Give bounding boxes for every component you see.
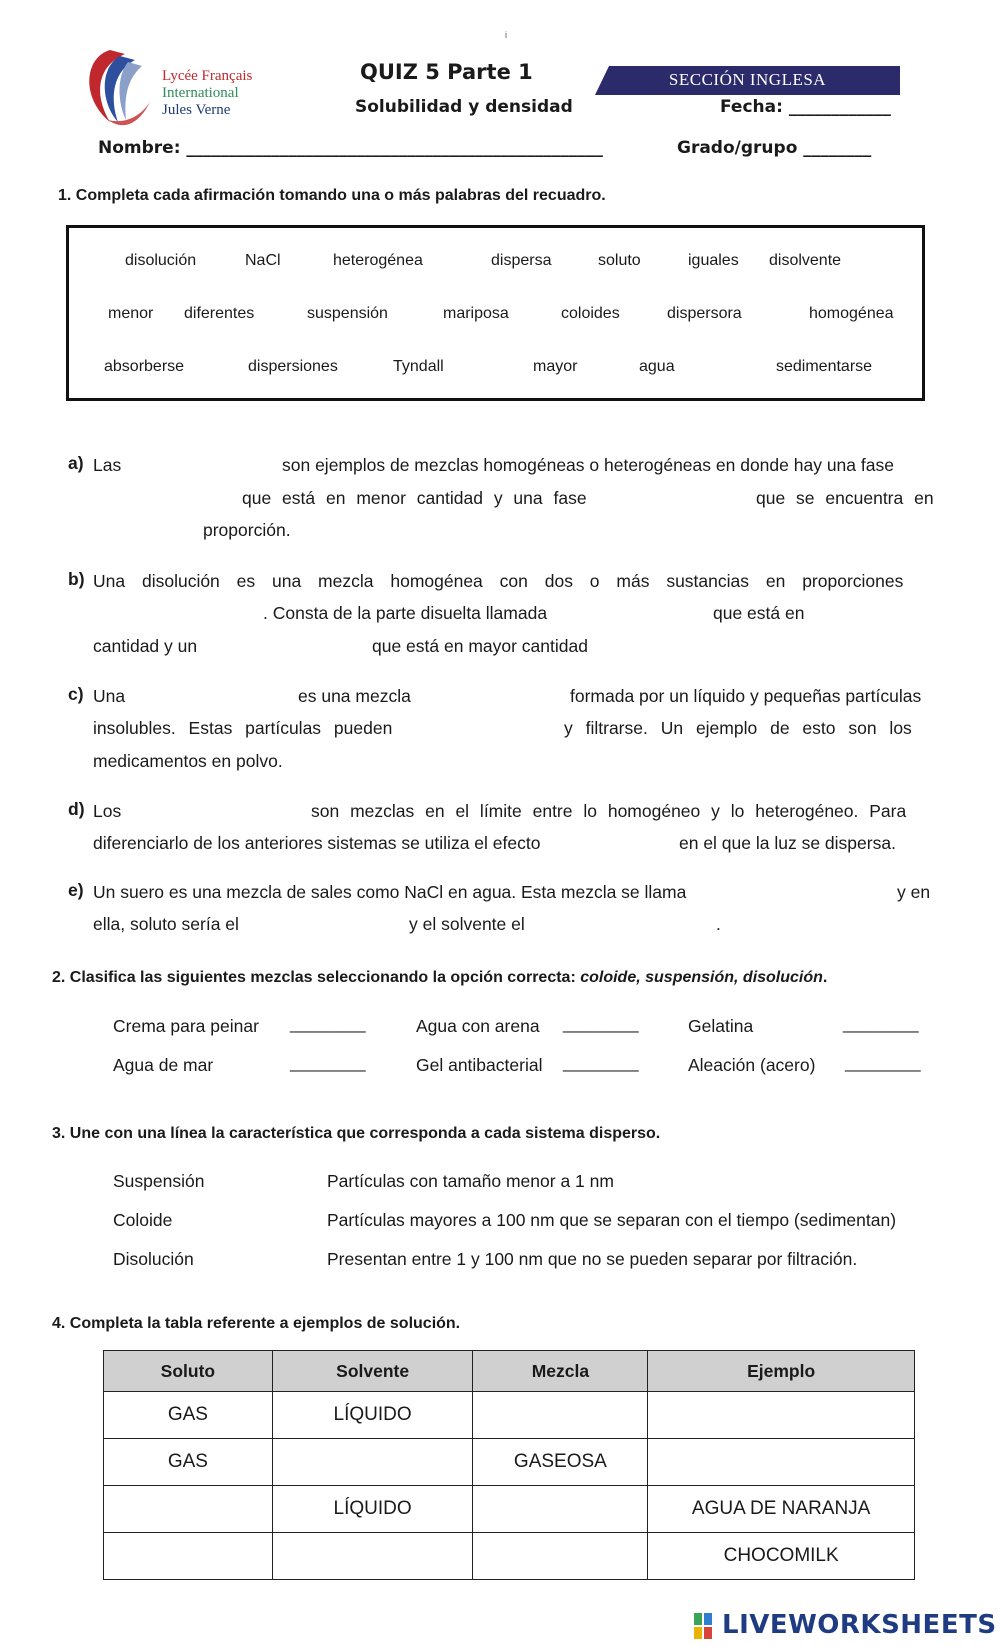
school-name-line3: Jules Verne — [162, 102, 231, 118]
table-cell: LÍQUIDO — [272, 1392, 473, 1439]
word-bank-item: soluto — [598, 252, 641, 269]
liveworksheets-brand: LIVEWORKSHEETS — [722, 1610, 997, 1640]
mixture-answer-blank[interactable]: ________ — [843, 1014, 919, 1033]
table-cell-input[interactable] — [104, 1486, 273, 1533]
section-banner-text: SECCIÓN INGLESA — [668, 70, 827, 89]
table-cell-input[interactable] — [473, 1486, 648, 1533]
item-d-text: Los — [93, 801, 122, 821]
question-2-title-text: 2. Clasifica las siguientes mezclas seleccionando la opción correcta: — [52, 969, 581, 986]
question-3-title: 3. Une con una línea la característica que corresponda a cada sistema disperso. — [52, 1125, 661, 1142]
word-bank-item: NaCl — [245, 252, 281, 269]
word-bank-item: dispersora — [667, 305, 742, 322]
match-left-item[interactable]: Suspensión — [113, 1171, 205, 1191]
grade-group-field[interactable]: Grado/grupo ________ — [677, 138, 872, 158]
word-bank-item: Tyndall — [393, 358, 444, 375]
item-b-text: Una disolución es una mezcla homogénea con dos o más sustancias en proporciones — [93, 571, 904, 591]
table-row — [104, 1533, 915, 1580]
mixture-item: Gel antibacterial — [416, 1055, 543, 1075]
word-bank-item: mayor — [533, 358, 578, 375]
table-header-cell: Ejemplo — [648, 1351, 915, 1392]
item-e-label: e) — [68, 880, 84, 900]
quiz-title: QUIZ 5 Parte 1 — [360, 60, 533, 84]
item-c-text: Una — [93, 686, 126, 706]
item-b-text: . Consta de la parte disuelta llamada — [263, 603, 548, 623]
match-left-item[interactable]: Coloide — [113, 1210, 173, 1230]
item-a-text: proporción. — [203, 520, 291, 540]
solution-table — [103, 1350, 915, 1580]
word-bank-item: coloides — [561, 305, 620, 322]
table-header-row — [104, 1351, 915, 1392]
table-cell: GAS — [104, 1392, 273, 1439]
school-name-line1: Lycée Français — [162, 68, 253, 84]
question-2-title-end: . — [822, 969, 828, 986]
word-bank-item: dispersa — [491, 252, 552, 269]
item-e-text: . — [716, 914, 721, 934]
liveworksheets-logo-icon — [694, 1613, 724, 1639]
table-cell-input[interactable] — [473, 1533, 648, 1580]
item-c-text: es una mezcla — [298, 686, 411, 706]
question-2-title — [52, 969, 827, 987]
word-bank-item: dispersiones — [248, 358, 338, 375]
table-row — [104, 1486, 915, 1533]
match-right-item[interactable]: Presentan entre 1 y 100 nm que no se pueden separar por filtración. — [327, 1249, 858, 1269]
mixture-answer-blank[interactable]: ________ — [563, 1053, 639, 1072]
word-bank-item: absorberse — [104, 358, 185, 375]
item-a-text: que se encuentra en — [756, 488, 934, 508]
table-cell-input[interactable] — [648, 1439, 915, 1486]
item-a-label: a) — [68, 453, 84, 473]
item-c-text: medicamentos en polvo. — [93, 751, 283, 771]
word-bank-item: mariposa — [443, 305, 509, 322]
match-right-item[interactable]: Partículas mayores a 100 nm que se separan con el tiempo (sedimentan) — [327, 1210, 897, 1230]
table-cell-input[interactable] — [272, 1439, 473, 1486]
table-cell-input[interactable] — [272, 1533, 473, 1580]
table-header-cell: Solvente — [272, 1351, 473, 1392]
question-2-options: coloide, suspensión, disolución — [580, 969, 823, 986]
item-e-text: Un suero es una mezcla de sales como NaCl en agua. Esta mezcla se llama — [93, 882, 687, 902]
word-bank-item: homogénea — [809, 305, 894, 322]
item-c-text: insolubles. Estas partículas pueden — [93, 718, 393, 738]
word-bank-item: sedimentarse — [776, 358, 873, 375]
table-cell: AGUA DE NARANJA — [648, 1486, 915, 1533]
item-d-text: en el que la luz se dispersa. — [679, 833, 896, 853]
item-c-text: formada por un líquido y pequeñas partículas — [570, 686, 922, 706]
item-d-text: diferenciarlo de los anteriores sistemas se utiliza el efecto — [93, 833, 541, 853]
mixture-item: Agua con arena — [416, 1016, 540, 1036]
item-e-text: y el solvente el — [409, 914, 525, 934]
page-mark: i — [505, 30, 507, 40]
table-header-cell: Mezcla — [473, 1351, 648, 1392]
word-bank-item: suspensión — [307, 305, 388, 322]
name-field[interactable]: Nombre: _________________________________________________ — [98, 138, 603, 158]
table-cell: CHOCOMILK — [648, 1533, 915, 1580]
table-cell-input[interactable] — [648, 1392, 915, 1439]
item-a-text: Las — [93, 455, 122, 475]
mixture-answer-blank[interactable]: ________ — [290, 1014, 366, 1033]
table-cell: GASEOSA — [473, 1439, 648, 1486]
school-name-line2: International — [162, 85, 239, 101]
item-c-text: y filtrarse. Un ejemplo de esto son los — [564, 718, 912, 738]
mixture-item: Crema para peinar — [113, 1016, 259, 1036]
item-b-label: b) — [68, 569, 85, 589]
item-a-text: son ejemplos de mezclas homogéneas o heterogéneas en donde hay una fase — [282, 455, 894, 475]
question-4-title: 4. Completa la tabla referente a ejemplos de solución. — [52, 1315, 461, 1332]
table-cell-input[interactable] — [104, 1533, 273, 1580]
match-right-item[interactable]: Partículas con tamaño menor a 1 nm — [327, 1171, 614, 1191]
item-b-text: que está en — [713, 603, 805, 623]
table-cell: GAS — [104, 1439, 273, 1486]
word-bank-item: menor — [108, 305, 154, 322]
table-row — [104, 1439, 915, 1486]
item-e-text: ella, soluto sería el — [93, 914, 239, 934]
match-left-item[interactable]: Disolución — [113, 1249, 194, 1269]
table-cell-input[interactable] — [473, 1392, 648, 1439]
item-d-label: d) — [68, 799, 85, 819]
item-e-text: y en — [897, 882, 931, 902]
mixture-answer-blank[interactable]: ________ — [290, 1053, 366, 1072]
mixture-answer-blank[interactable]: ________ — [563, 1014, 639, 1033]
mixture-item: Gelatina — [688, 1016, 754, 1036]
table-row — [104, 1392, 915, 1439]
word-bank-item: agua — [639, 358, 675, 375]
quiz-subtitle: Solubilidad y densidad — [355, 97, 573, 117]
word-bank-item: iguales — [688, 252, 739, 269]
mixture-item: Aleación (acero) — [688, 1055, 816, 1075]
word-bank-item: disolvente — [769, 252, 842, 269]
item-d-text: son mezclas en el límite entre lo homogéneo y lo heterogéneo. Para — [311, 801, 907, 821]
word-bank-item: diferentes — [184, 305, 255, 322]
mixture-item: Agua de mar — [113, 1055, 214, 1075]
school-name — [162, 68, 252, 119]
word-bank-item: heterogénea — [333, 252, 423, 269]
mixture-answer-blank[interactable]: ________ — [845, 1053, 921, 1072]
word-bank-item: disolución — [125, 252, 197, 269]
item-b-text: cantidad y un — [93, 636, 198, 656]
table-cell: LÍQUIDO — [272, 1486, 473, 1533]
question-1-title: 1. Completa cada afirmación tomando una o más palabras del recuadro. — [58, 187, 606, 204]
item-c-label: c) — [68, 684, 84, 704]
date-field[interactable]: Fecha: ____________ — [720, 97, 891, 117]
item-b-text: que está en mayor cantidad — [372, 636, 588, 656]
table-header-cell: Soluto — [104, 1351, 273, 1392]
item-a-text: que está en menor cantidad y una fase — [242, 488, 587, 508]
